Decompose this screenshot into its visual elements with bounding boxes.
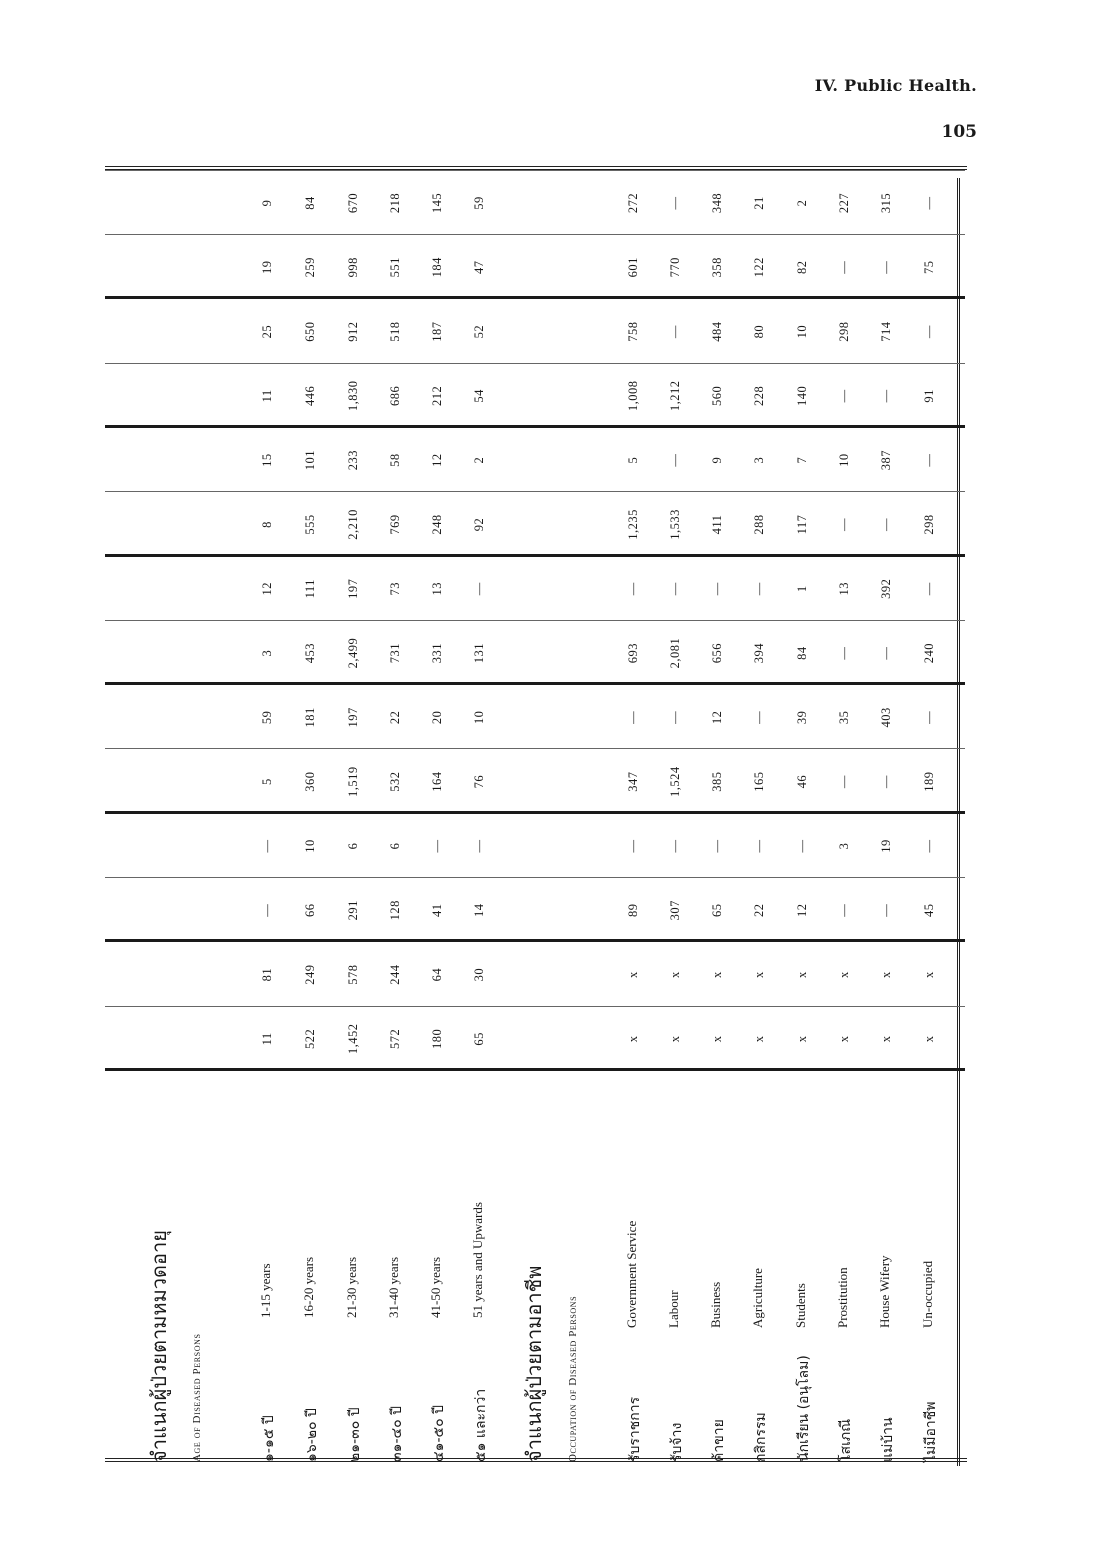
occupation-value-cell: 601 xyxy=(626,257,640,278)
age-value-cell: 2 xyxy=(472,456,486,464)
age-value-cell: 164 xyxy=(430,771,444,792)
occupation-value-cell: — xyxy=(752,839,766,853)
occupation-value-cell: x xyxy=(626,971,640,978)
age-value-cell: 578 xyxy=(346,964,360,985)
occupation-value-cell: 403 xyxy=(879,707,893,728)
age-value-cell: 12 xyxy=(430,453,444,467)
occupation-value-cell: 358 xyxy=(710,257,724,278)
occupation-value-cell: 84 xyxy=(795,646,809,660)
age-value-cell: 1,452 xyxy=(346,1023,360,1055)
section-title: IV. Public Health. xyxy=(814,76,977,95)
age-value-cell: 54 xyxy=(472,389,486,403)
age-value-cell: 197 xyxy=(346,578,360,599)
occupation-value-cell: x xyxy=(879,1035,893,1043)
age-value-cell: 59 xyxy=(472,196,486,210)
occupation-value-cell: 10 xyxy=(837,453,851,467)
occupation-value-cell: x xyxy=(668,1035,682,1043)
age-group-title-thai: จำแนกผู้ป่วยตามหมวดอายุ xyxy=(147,1230,171,1462)
age-value-cell: 58 xyxy=(388,453,402,467)
occupation-value-cell: 560 xyxy=(710,385,724,406)
age-value-cell: 47 xyxy=(472,260,486,275)
occupation-value-cell: 80 xyxy=(752,324,766,339)
occupation-value-cell: — xyxy=(668,325,682,339)
occupation-value-cell: 411 xyxy=(710,514,724,535)
age-value-cell: 670 xyxy=(346,192,360,214)
occupation-row-label-thai: รับจ้าง xyxy=(669,1422,685,1462)
occupation-value-cell: 758 xyxy=(626,321,640,342)
age-value-cell: — xyxy=(260,903,274,917)
data-column xyxy=(105,878,967,942)
age-row-label-thai: ๓๑-๔๐ ปี xyxy=(389,1406,405,1462)
occupation-value-cell: 1,524 xyxy=(668,766,682,797)
age-value-cell: 11 xyxy=(260,1032,274,1046)
age-value-cell: 9 xyxy=(260,199,274,207)
occupation-value-cell: 348 xyxy=(710,192,724,214)
age-value-cell: 1,830 xyxy=(346,380,360,412)
occupation-value-cell: — xyxy=(837,517,851,531)
age-value-cell: 14 xyxy=(472,903,486,918)
occupation-value-cell: — xyxy=(922,582,936,596)
age-value-cell: 81 xyxy=(260,967,274,982)
occupation-value-cell: 82 xyxy=(795,260,809,275)
occupation-value-cell: 12 xyxy=(795,903,809,918)
occupation-value-cell: — xyxy=(668,710,682,724)
occupation-value-cell: x xyxy=(752,1035,766,1043)
occupation-value-cell: 1,533 xyxy=(668,509,682,540)
occupation-value-cell: — xyxy=(752,582,766,596)
age-group-title-english: Age of Diseased Persons xyxy=(191,1333,203,1462)
age-row-label-thai: ๕๑ และกว่า xyxy=(473,1388,489,1462)
occupation-value-cell: — xyxy=(922,839,936,853)
occupation-value-cell: — xyxy=(710,582,724,596)
age-value-cell: 532 xyxy=(388,771,402,792)
occupation-value-cell: x xyxy=(837,971,851,978)
occupation-value-cell: 45 xyxy=(922,903,936,918)
rotated-table-body xyxy=(105,166,967,1468)
age-value-cell: 331 xyxy=(430,642,444,664)
age-value-cell: 218 xyxy=(388,192,402,214)
age-value-cell: 1,519 xyxy=(346,766,360,797)
age-row-label-english: 41-50 years xyxy=(428,1256,443,1318)
occupation-value-cell: — xyxy=(626,710,640,724)
occupation-value-cell: 227 xyxy=(837,192,851,214)
occupation-value-cell: 1,008 xyxy=(626,380,640,412)
age-value-cell: 15 xyxy=(260,453,274,467)
occupation-value-cell: 1 xyxy=(795,585,809,593)
occupation-value-cell: 693 xyxy=(626,642,640,664)
occupation-value-cell: x xyxy=(752,971,766,978)
age-value-cell: 180 xyxy=(430,1028,444,1049)
age-value-cell: 13 xyxy=(430,582,444,596)
age-value-cell: 453 xyxy=(303,642,317,664)
occupation-row-label-english: Un-occupied xyxy=(920,1260,935,1328)
data-column xyxy=(105,750,967,814)
age-value-cell: 6 xyxy=(388,842,402,850)
occupation-row-label-english: Business xyxy=(708,1281,723,1328)
occupation-value-cell: 394 xyxy=(752,642,766,664)
occupation-value-cell: 9 xyxy=(710,456,724,464)
occupation-value-cell: 770 xyxy=(668,257,682,278)
occupation-value-cell: 656 xyxy=(710,642,724,664)
occupation-value-cell: 91 xyxy=(922,389,936,403)
age-value-cell: 3 xyxy=(260,649,274,657)
age-value-cell: 572 xyxy=(388,1028,402,1049)
age-value-cell: 111 xyxy=(303,579,317,599)
occupation-value-cell: 385 xyxy=(710,771,724,792)
age-value-cell: 5 xyxy=(260,778,274,786)
occupation-value-cell: — xyxy=(922,453,936,467)
age-row-label-thai: ๑-๑๕ ปี xyxy=(261,1415,277,1462)
age-value-cell: — xyxy=(430,839,444,853)
age-row-label-thai: ๒๑-๓๐ ปี xyxy=(347,1407,363,1462)
occupation-value-cell: x xyxy=(710,1035,724,1043)
age-value-cell: 446 xyxy=(303,385,317,406)
occupation-value-cell: — xyxy=(922,196,936,210)
occupation-value-cell: — xyxy=(879,646,893,660)
data-column xyxy=(105,171,967,235)
occupation-value-cell: 89 xyxy=(626,903,640,918)
occupation-value-cell: — xyxy=(922,710,936,724)
age-value-cell: 64 xyxy=(430,967,444,982)
occupation-value-cell: 189 xyxy=(922,771,936,792)
age-value-cell: 181 xyxy=(303,707,317,728)
occupation-value-cell: 2,081 xyxy=(668,637,682,669)
occupation-value-cell: — xyxy=(626,582,640,596)
occupation-value-cell: 3 xyxy=(752,456,766,464)
occupation-value-cell: — xyxy=(710,839,724,853)
age-value-cell: 233 xyxy=(346,450,360,471)
age-value-cell: 259 xyxy=(303,257,317,278)
age-value-cell: 912 xyxy=(346,321,360,342)
age-row-label-english: 21-30 years xyxy=(344,1256,359,1318)
occupation-value-cell: x xyxy=(710,971,724,978)
age-value-cell: 30 xyxy=(472,967,486,982)
occupation-value-cell: 307 xyxy=(668,900,682,921)
occupation-value-cell: 39 xyxy=(795,710,809,725)
age-value-cell: 84 xyxy=(303,196,317,210)
occupation-value-cell: x xyxy=(879,971,893,978)
age-value-cell: 10 xyxy=(303,839,317,853)
occupation-value-cell: 65 xyxy=(710,903,724,918)
age-row-label-english: 16-20 years xyxy=(301,1256,316,1318)
occupation-value-cell: — xyxy=(879,903,893,917)
occupation-value-cell: 35 xyxy=(837,710,851,725)
data-column xyxy=(105,685,967,749)
age-value-cell: 187 xyxy=(430,321,444,342)
occupation-value-cell: 22 xyxy=(752,903,766,918)
age-value-cell: 686 xyxy=(388,385,402,406)
age-value-cell: 551 xyxy=(388,257,402,278)
occupation-value-cell: x xyxy=(837,1035,851,1043)
age-value-cell: 2,499 xyxy=(346,637,360,669)
occupation-value-cell: 12 xyxy=(710,710,724,725)
age-value-cell: 20 xyxy=(430,710,444,725)
occupation-value-cell: — xyxy=(795,839,809,853)
age-value-cell: 184 xyxy=(430,257,444,278)
age-row-label-thai: ๔๑-๕๐ ปี xyxy=(431,1404,447,1462)
occupation-row-label-thai: กสิกรรม xyxy=(753,1412,769,1462)
occupation-value-cell: 75 xyxy=(922,260,936,275)
occupation-row-label-english: Prostitution xyxy=(835,1267,850,1328)
age-value-cell: 360 xyxy=(303,771,317,792)
occupation-value-cell: — xyxy=(837,389,851,403)
occupation-value-cell: 140 xyxy=(795,385,809,406)
occupation-value-cell: 10 xyxy=(795,324,809,339)
age-value-cell: 76 xyxy=(472,774,486,789)
data-column xyxy=(105,814,967,878)
age-value-cell: 8 xyxy=(260,521,274,528)
occupation-value-cell: 13 xyxy=(837,582,851,596)
occupation-value-cell: — xyxy=(879,775,893,789)
occupation-value-cell: 46 xyxy=(795,774,809,789)
occupation-value-cell: — xyxy=(668,453,682,467)
occupation-value-cell: x xyxy=(922,971,936,978)
age-value-cell: 244 xyxy=(388,964,402,985)
data-column xyxy=(105,1007,967,1071)
occupation-value-cell: 1,212 xyxy=(668,380,682,412)
age-row-label-english: 1-15 years xyxy=(258,1263,273,1318)
age-value-cell: 650 xyxy=(303,321,317,342)
occupation-row-label-english: House Wifery xyxy=(877,1255,892,1328)
age-value-cell: 212 xyxy=(430,385,444,406)
occupation-value-cell: 122 xyxy=(752,257,766,278)
occupation-value-cell: — xyxy=(668,582,682,596)
age-row-label-english: 31-40 years xyxy=(386,1256,401,1318)
occupation-value-cell: — xyxy=(879,260,893,274)
occupation-value-cell: 484 xyxy=(710,321,724,342)
data-column xyxy=(105,557,967,621)
occupation-value-cell: — xyxy=(668,839,682,853)
occupation-group-title-english: Occupation of Diseased Persons xyxy=(567,1295,579,1462)
data-column xyxy=(105,299,967,363)
occupation-value-cell: 387 xyxy=(879,450,893,471)
occupation-value-cell: 315 xyxy=(879,192,893,214)
occupation-value-cell: 3 xyxy=(837,842,851,850)
occupation-row-label-english: Agriculture xyxy=(750,1268,765,1328)
age-value-cell: 73 xyxy=(388,582,402,596)
occupation-row-label-thai: โสเภณี xyxy=(838,1418,854,1462)
occupation-value-cell: 288 xyxy=(752,514,766,535)
statistics-table xyxy=(105,166,967,1468)
age-value-cell: 522 xyxy=(303,1028,317,1049)
occupation-value-cell: 298 xyxy=(837,321,851,342)
occupation-value-cell: 714 xyxy=(879,321,893,342)
age-value-cell: 65 xyxy=(472,1032,486,1046)
occupation-row-label-english: Government Service xyxy=(624,1220,639,1328)
occupation-value-cell: 165 xyxy=(752,771,766,792)
data-column xyxy=(105,492,967,556)
data-column xyxy=(105,428,967,492)
age-value-cell: — xyxy=(472,839,486,853)
occupation-value-cell: x xyxy=(795,1035,809,1043)
age-value-cell: 12 xyxy=(260,582,274,596)
age-row-label-thai: ๑๖-๒๐ ปี xyxy=(304,1408,320,1462)
occupation-group-title-thai: จำแนกผู้ป่วยตามอาชีพ xyxy=(522,1265,546,1462)
occupation-value-cell: — xyxy=(922,325,936,339)
age-value-cell: 41 xyxy=(430,903,444,918)
age-value-cell: — xyxy=(260,839,274,853)
age-value-cell: 249 xyxy=(303,964,317,985)
occupation-value-cell: 228 xyxy=(752,385,766,406)
age-value-cell: 2,210 xyxy=(346,509,360,540)
age-value-cell: 128 xyxy=(388,900,402,921)
age-value-cell: 59 xyxy=(260,710,274,725)
age-value-cell: 52 xyxy=(472,324,486,339)
age-value-cell: 10 xyxy=(472,710,486,725)
age-value-cell: 197 xyxy=(346,707,360,728)
occupation-value-cell: 5 xyxy=(626,456,640,464)
age-value-cell: 291 xyxy=(346,900,360,921)
occupation-value-cell: — xyxy=(879,517,893,531)
data-column xyxy=(105,621,967,685)
occupation-value-cell: x xyxy=(922,1035,936,1043)
occupation-value-cell: — xyxy=(837,646,851,660)
occupation-value-cell: 298 xyxy=(922,514,936,535)
age-value-cell: 11 xyxy=(260,389,274,403)
occupation-value-cell: — xyxy=(879,389,893,403)
occupation-value-cell: — xyxy=(837,903,851,917)
occupation-value-cell: 240 xyxy=(922,642,936,664)
occupation-value-cell: — xyxy=(668,196,682,210)
occupation-value-cell: 21 xyxy=(752,196,766,210)
occupation-value-cell: — xyxy=(837,775,851,789)
occupation-value-cell: 7 xyxy=(795,456,809,464)
occupation-value-cell: x xyxy=(795,971,809,978)
occupation-value-cell: 19 xyxy=(879,839,893,853)
age-value-cell: 92 xyxy=(472,517,486,532)
page-number: 105 xyxy=(941,122,977,142)
occupation-row-label-thai: ค้าขาย xyxy=(711,1419,727,1462)
occupation-row-label-thai: แม่บ้าน xyxy=(880,1417,896,1462)
age-value-cell: 555 xyxy=(303,514,317,535)
occupation-row-label-thai: ไม่มีอาชีพ xyxy=(923,1401,939,1462)
occupation-value-cell: 117 xyxy=(795,514,809,535)
age-value-cell: 66 xyxy=(303,903,317,918)
age-value-cell: 25 xyxy=(260,324,274,339)
occupation-value-cell: 347 xyxy=(626,771,640,792)
age-value-cell: 6 xyxy=(346,842,360,850)
age-value-cell: 769 xyxy=(388,514,402,535)
data-column xyxy=(105,364,967,428)
occupation-value-cell: — xyxy=(626,839,640,853)
age-value-cell: 998 xyxy=(346,257,360,278)
occupation-value-cell: 272 xyxy=(626,192,640,214)
occupation-value-cell: — xyxy=(752,710,766,724)
age-value-cell: 131 xyxy=(472,642,486,664)
occupation-row-label-english: Students xyxy=(793,1283,808,1328)
row-label-column xyxy=(105,1071,967,1468)
occupation-value-cell: 392 xyxy=(879,578,893,599)
age-value-cell: 145 xyxy=(430,192,444,214)
age-value-cell: 248 xyxy=(430,514,444,535)
occupation-value-cell: 2 xyxy=(795,199,809,207)
occupation-row-label-english: Labour xyxy=(666,1290,681,1328)
age-value-cell: 101 xyxy=(303,450,317,471)
age-value-cell: 518 xyxy=(388,321,402,342)
age-value-cell: 731 xyxy=(388,642,402,664)
occupation-value-cell: x xyxy=(668,971,682,978)
age-value-cell: — xyxy=(472,582,486,596)
occupation-value-cell: 1,235 xyxy=(626,509,640,540)
age-value-cell: 22 xyxy=(388,710,402,725)
data-column xyxy=(105,942,967,1006)
occupation-row-label-thai: รับราชการ xyxy=(627,1396,643,1462)
occupation-value-cell: x xyxy=(626,1035,640,1043)
occupation-value-cell: — xyxy=(837,260,851,274)
age-row-label-english: 51 years and Upwards xyxy=(470,1202,485,1318)
age-value-cell: 19 xyxy=(260,260,274,275)
occupation-row-label-thai: นักเรียน (อนุโลม) xyxy=(796,1355,812,1462)
data-column xyxy=(105,235,967,299)
